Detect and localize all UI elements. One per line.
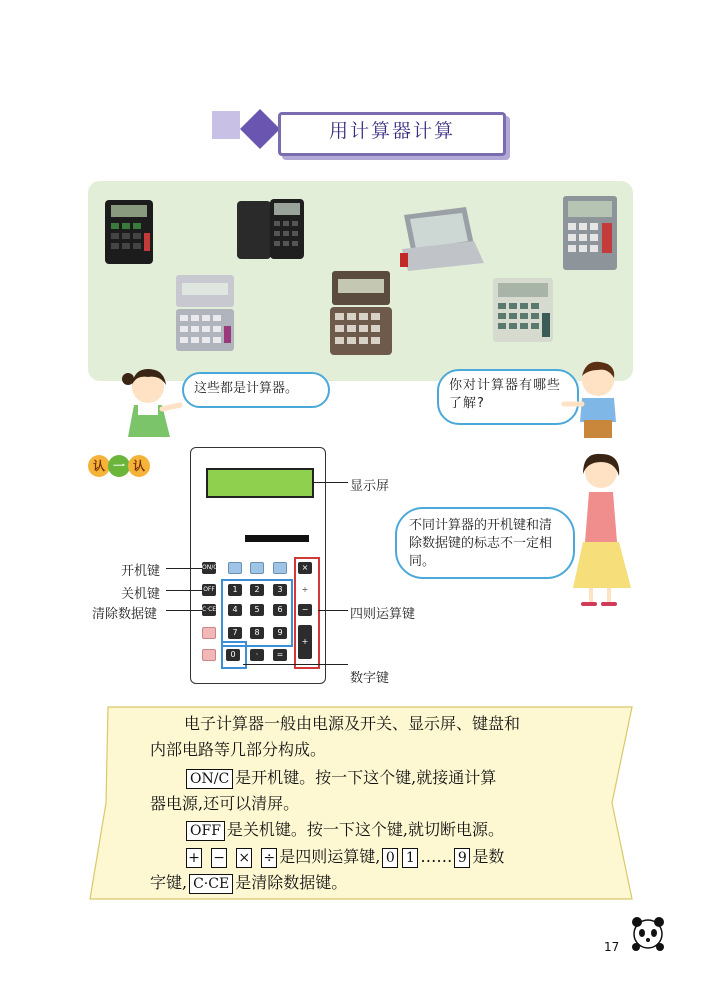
- on-c-key: ON/C: [202, 562, 216, 574]
- divide-key: ÷: [298, 584, 312, 596]
- decimal-key: ·: [250, 649, 264, 661]
- minus-key-label: −: [211, 848, 227, 868]
- calculator-photo-3: [394, 205, 486, 271]
- girl-illustration: [114, 365, 184, 445]
- off-key: OFF: [202, 584, 216, 596]
- label-operator-keys: 四则运算键: [350, 607, 416, 622]
- nine-key-label: 9: [454, 848, 470, 868]
- calculator-display-screen: [206, 468, 314, 498]
- plus-key-label: +: [186, 848, 202, 868]
- leader-off-key: [166, 590, 202, 591]
- times-key: ×: [298, 562, 312, 574]
- teacher-speech-bubble: [395, 507, 575, 579]
- memory-key-1: [202, 627, 216, 639]
- girl-speech-text: 这些都是计算器。: [194, 381, 299, 396]
- text-p5b: 是清除数据键。: [235, 873, 348, 892]
- divide-key-label: ÷: [261, 848, 277, 868]
- text-line-6: [184, 845, 504, 869]
- text-p1a: 电子计算器一般由电源及开关、显示屏、键盘和: [184, 714, 521, 733]
- c-ce-key-label: C·CE: [189, 874, 233, 894]
- text-line-5: [184, 818, 504, 842]
- digit-key-0: 0: [226, 649, 240, 661]
- equals-key: =: [273, 649, 287, 661]
- boy-illustration: [560, 358, 632, 442]
- c-ce-key: C·CE: [202, 604, 216, 616]
- text-p3a: 是关机键。按一下这个键,就切断电源。: [226, 820, 504, 839]
- minus-key: −: [298, 604, 312, 616]
- boy-speech-bubble: [437, 369, 579, 425]
- calculator-photo-4: [562, 195, 618, 271]
- on-c-key-label: ON/C: [186, 769, 233, 789]
- text-line-4: [150, 792, 299, 816]
- function-key-1: [228, 562, 242, 574]
- activity-label: [88, 455, 148, 477]
- text-p2b: 器电源,还可以清屏。: [150, 794, 300, 813]
- digit-key-7: 7: [228, 627, 242, 639]
- off-key-label: OFF: [186, 821, 225, 841]
- label-on-key: 开机键: [121, 564, 161, 579]
- teacher-speech-text: 不同计算器的开机键和清除数据键的标志不一定相同。: [409, 518, 553, 569]
- teacher-illustration: [565, 450, 637, 618]
- text-p4a: 是四则运算键,: [279, 847, 381, 866]
- text-line-1: [184, 712, 520, 736]
- times-key-label: ×: [236, 848, 252, 868]
- text-p4-dots: ……: [420, 847, 453, 866]
- calculator-photo-5: [174, 273, 236, 353]
- leader-display: [312, 482, 348, 483]
- text-p2a: 是开机键。按一下这个键,就接通计算: [235, 768, 497, 787]
- digit-key-3: 3: [273, 584, 287, 596]
- boy-speech-text: 你对计算器有哪些了解?: [449, 378, 562, 411]
- text-p1b: 内部电路等几部分构成。: [150, 740, 327, 759]
- plus-key: +: [298, 625, 312, 659]
- girl-speech-bubble: [182, 372, 330, 408]
- page-title: 用计算器计算: [328, 120, 455, 142]
- label-clear-key: 清除数据键: [92, 607, 158, 622]
- activity-char-2: 一: [108, 455, 130, 477]
- function-key-2: [250, 562, 264, 574]
- function-key-3: [273, 562, 287, 574]
- calculator-photo-2: [236, 197, 306, 261]
- digit-key-2: 2: [250, 584, 264, 596]
- calculator-photo-panel: [88, 181, 633, 381]
- leader-operator-keys: [318, 610, 348, 611]
- text-line-7: [150, 871, 347, 895]
- calculator-photo-6: [328, 269, 394, 357]
- digit-key-5: 5: [250, 604, 264, 616]
- activity-char-3: 认: [128, 455, 150, 477]
- text-line-2: [150, 738, 326, 762]
- calculator-photo-7: [492, 277, 554, 343]
- digit-key-1: 1: [228, 584, 242, 596]
- panda-icon: [628, 914, 668, 954]
- leader-clear-key: [166, 610, 202, 611]
- memory-key-2: [202, 649, 216, 661]
- activity-char-1: 认: [88, 455, 110, 477]
- digit-key-8: 8: [250, 627, 264, 639]
- text-p5a: 字键,: [150, 873, 188, 892]
- calculator-photo-1: [104, 199, 154, 265]
- zero-key-label: 0: [382, 848, 398, 868]
- label-off-key: 关机键: [121, 587, 161, 602]
- leader-on-key: [166, 568, 202, 569]
- label-display: 显示屏: [350, 479, 390, 494]
- digit-key-6: 6: [273, 604, 287, 616]
- label-digit-keys: 数字键: [350, 671, 390, 686]
- digit-key-4: 4: [228, 604, 242, 616]
- text-p4b: 是数: [472, 847, 505, 866]
- page-number: 17: [604, 940, 620, 954]
- one-key-label: 1: [402, 848, 418, 868]
- leader-digit-keys: [243, 664, 348, 665]
- digit-key-9: 9: [273, 627, 287, 639]
- calculator-solar-panel: [245, 535, 309, 542]
- text-line-3: [184, 766, 496, 790]
